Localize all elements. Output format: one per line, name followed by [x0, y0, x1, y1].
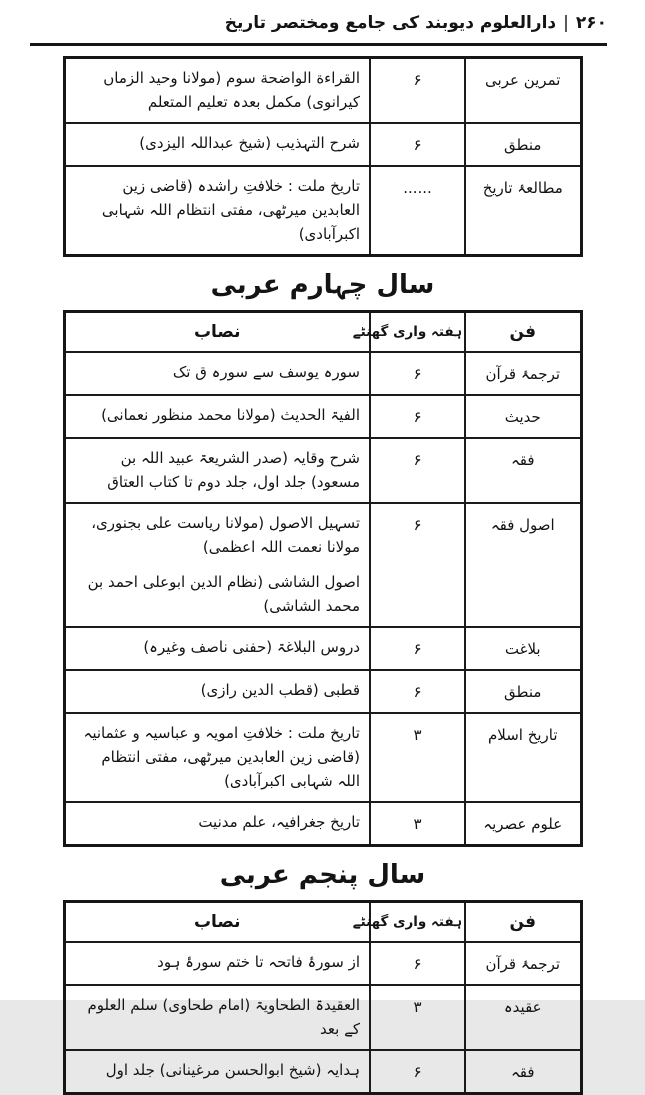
hours-cell: ...... — [370, 166, 465, 256]
hours-cell: ۶ — [370, 352, 465, 395]
hours-cell: ۶ — [370, 438, 465, 503]
syllabus-line: سورہ یوسف سے سورہ ق تک — [172, 363, 360, 381]
syllabus-cell — [64, 627, 370, 670]
syllabus-line: تاریخ ملت : خلافتِ راشدہ (قاضی زین العابدین میرٹھی، مفتی انتظام اللہ شہابی اکبرآبادی) — [101, 177, 360, 243]
syllabus-line: قطبی (قطب الدین رازی) — [200, 681, 360, 699]
page-number: ۲۶۰ — [575, 13, 607, 33]
subject-cell: عقیدہ — [465, 985, 581, 1050]
column-header-subject: فن — [465, 312, 581, 353]
section-heading-year-four: سال چہارم عربی — [210, 270, 435, 300]
table-row — [64, 166, 581, 256]
hours-cell: ۶ — [370, 503, 465, 627]
hours-cell: ۶ — [370, 58, 465, 124]
subject-cell: ترجمۂ قرآن — [465, 942, 581, 985]
syllabus-cell — [64, 438, 370, 503]
syllabus-cell — [64, 395, 370, 438]
table-row — [64, 670, 581, 713]
curriculum-table-year-five — [63, 900, 583, 1095]
subject-cell: تاریخ اسلام — [465, 713, 581, 802]
syllabus-cell — [64, 802, 370, 846]
table-row — [64, 395, 581, 438]
syllabus-cell — [64, 123, 370, 166]
column-header-syllabus: نصاب — [64, 312, 370, 353]
subject-cell: بلاغت — [465, 627, 581, 670]
hours-cell: ۶ — [370, 670, 465, 713]
syllabus-cell — [64, 985, 370, 1050]
subject-cell: تمرین عربی — [465, 58, 581, 124]
syllabus-line: الفیۃ الحدیث (مولانا محمد منظور نعمانی) — [101, 406, 360, 424]
subject-cell: فقہ — [465, 1050, 581, 1094]
syllabus-cell — [64, 58, 370, 124]
column-header-syllabus: نصاب — [64, 902, 370, 943]
syllabus-line: از سورۂ فاتحہ تا ختم سورۂ ہود — [157, 953, 360, 971]
syllabus-line: دروس البلاغۃ (حفنی ناصف وغیرہ) — [143, 638, 360, 656]
hours-cell: ۳ — [370, 985, 465, 1050]
subject-cell: ترجمۂ قرآن — [465, 352, 581, 395]
syllabus-line: تسہیل الاصول (مولانا ریاست علی بجنوری، مولانا نعمت اللہ اعظمی) — [91, 514, 360, 556]
subject-cell: منطق — [465, 123, 581, 166]
hours-cell: ۳ — [370, 802, 465, 846]
header-rule — [30, 43, 607, 46]
syllabus-line: العقیدۃ الطحاویۃ (امام طحاوی) سلم العلوم کے بعد — [87, 996, 360, 1038]
table-row — [64, 352, 581, 395]
hours-cell: ۶ — [370, 123, 465, 166]
subject-cell: فقہ — [465, 438, 581, 503]
table-row — [64, 123, 581, 166]
table-row — [64, 1050, 581, 1094]
syllabus-cell — [64, 713, 370, 802]
book-title: دارالعلوم دیوبند کی جامع ومختصر تاریخ — [224, 13, 557, 33]
hours-cell: ۶ — [370, 627, 465, 670]
syllabus-line: تاریخ جغرافیہ، علم مدنیت — [198, 813, 360, 831]
hours-cell: ۳ — [370, 713, 465, 802]
table-row — [64, 438, 581, 503]
syllabus-line: ہدایہ (شیخ ابوالحسن مرغینانی) جلد اول — [105, 1061, 360, 1079]
subject-cell: علوم عصریہ — [465, 802, 581, 846]
curriculum-table-continued — [63, 56, 583, 257]
table-row — [64, 58, 581, 124]
syllabus-line: شرح التہذیب (شیخ عبداللہ الیزدی) — [139, 134, 360, 152]
hours-cell: ۶ — [370, 1050, 465, 1094]
header-divider: | — [563, 13, 569, 33]
table-header-row — [64, 902, 581, 943]
subject-cell: اصول فقہ — [465, 503, 581, 627]
page-header — [0, 0, 645, 40]
hours-cell: ۶ — [370, 395, 465, 438]
table-row — [64, 942, 581, 985]
table-row — [64, 713, 581, 802]
syllabus-cell — [64, 670, 370, 713]
syllabus-line: اصول الشاشی (نظام الدین ابوعلی احمد بن محمد الشاشی) — [87, 573, 360, 615]
table-row — [64, 627, 581, 670]
syllabus-line: شرح وقایہ (صدر الشریعۃ عبید اللہ بن مسعود) جلد اول، جلد دوم تا کتاب العتاق — [107, 449, 360, 491]
table-header-row — [64, 312, 581, 353]
syllabus-line: القراءة الواضحة سوم (مولانا وحید الزماں کیرانوی) مکمل بعدہ تعلیم المتعلم — [103, 69, 360, 111]
column-header-hours: ہفتہ واری گھنٹے — [370, 902, 465, 943]
syllabus-cell — [64, 166, 370, 256]
syllabus-line: تاریخ ملت : خلافتِ امویہ و عباسیہ و عثمانیہ (قاضی زین العابدین میرٹھی، مفتی انتظام اللہ شہابی اکبرآبادی) — [83, 724, 360, 790]
syllabus-cell — [64, 503, 370, 627]
hours-cell: ۶ — [370, 942, 465, 985]
syllabus-cell — [64, 942, 370, 985]
syllabus-cell — [64, 1050, 370, 1094]
column-header-hours: ہفتہ واری گھنٹے — [370, 312, 465, 353]
section-heading-year-five: سال پنجم عربی — [219, 860, 426, 890]
subject-cell: مطالعۂ تاریخ — [465, 166, 581, 256]
table-row — [64, 985, 581, 1050]
column-header-subject: فن — [465, 902, 581, 943]
subject-cell: حدیث — [465, 395, 581, 438]
syllabus-cell — [64, 352, 370, 395]
table-row — [64, 503, 581, 627]
subject-cell: منطق — [465, 670, 581, 713]
table-row — [64, 802, 581, 846]
curriculum-table-year-four — [63, 310, 583, 847]
